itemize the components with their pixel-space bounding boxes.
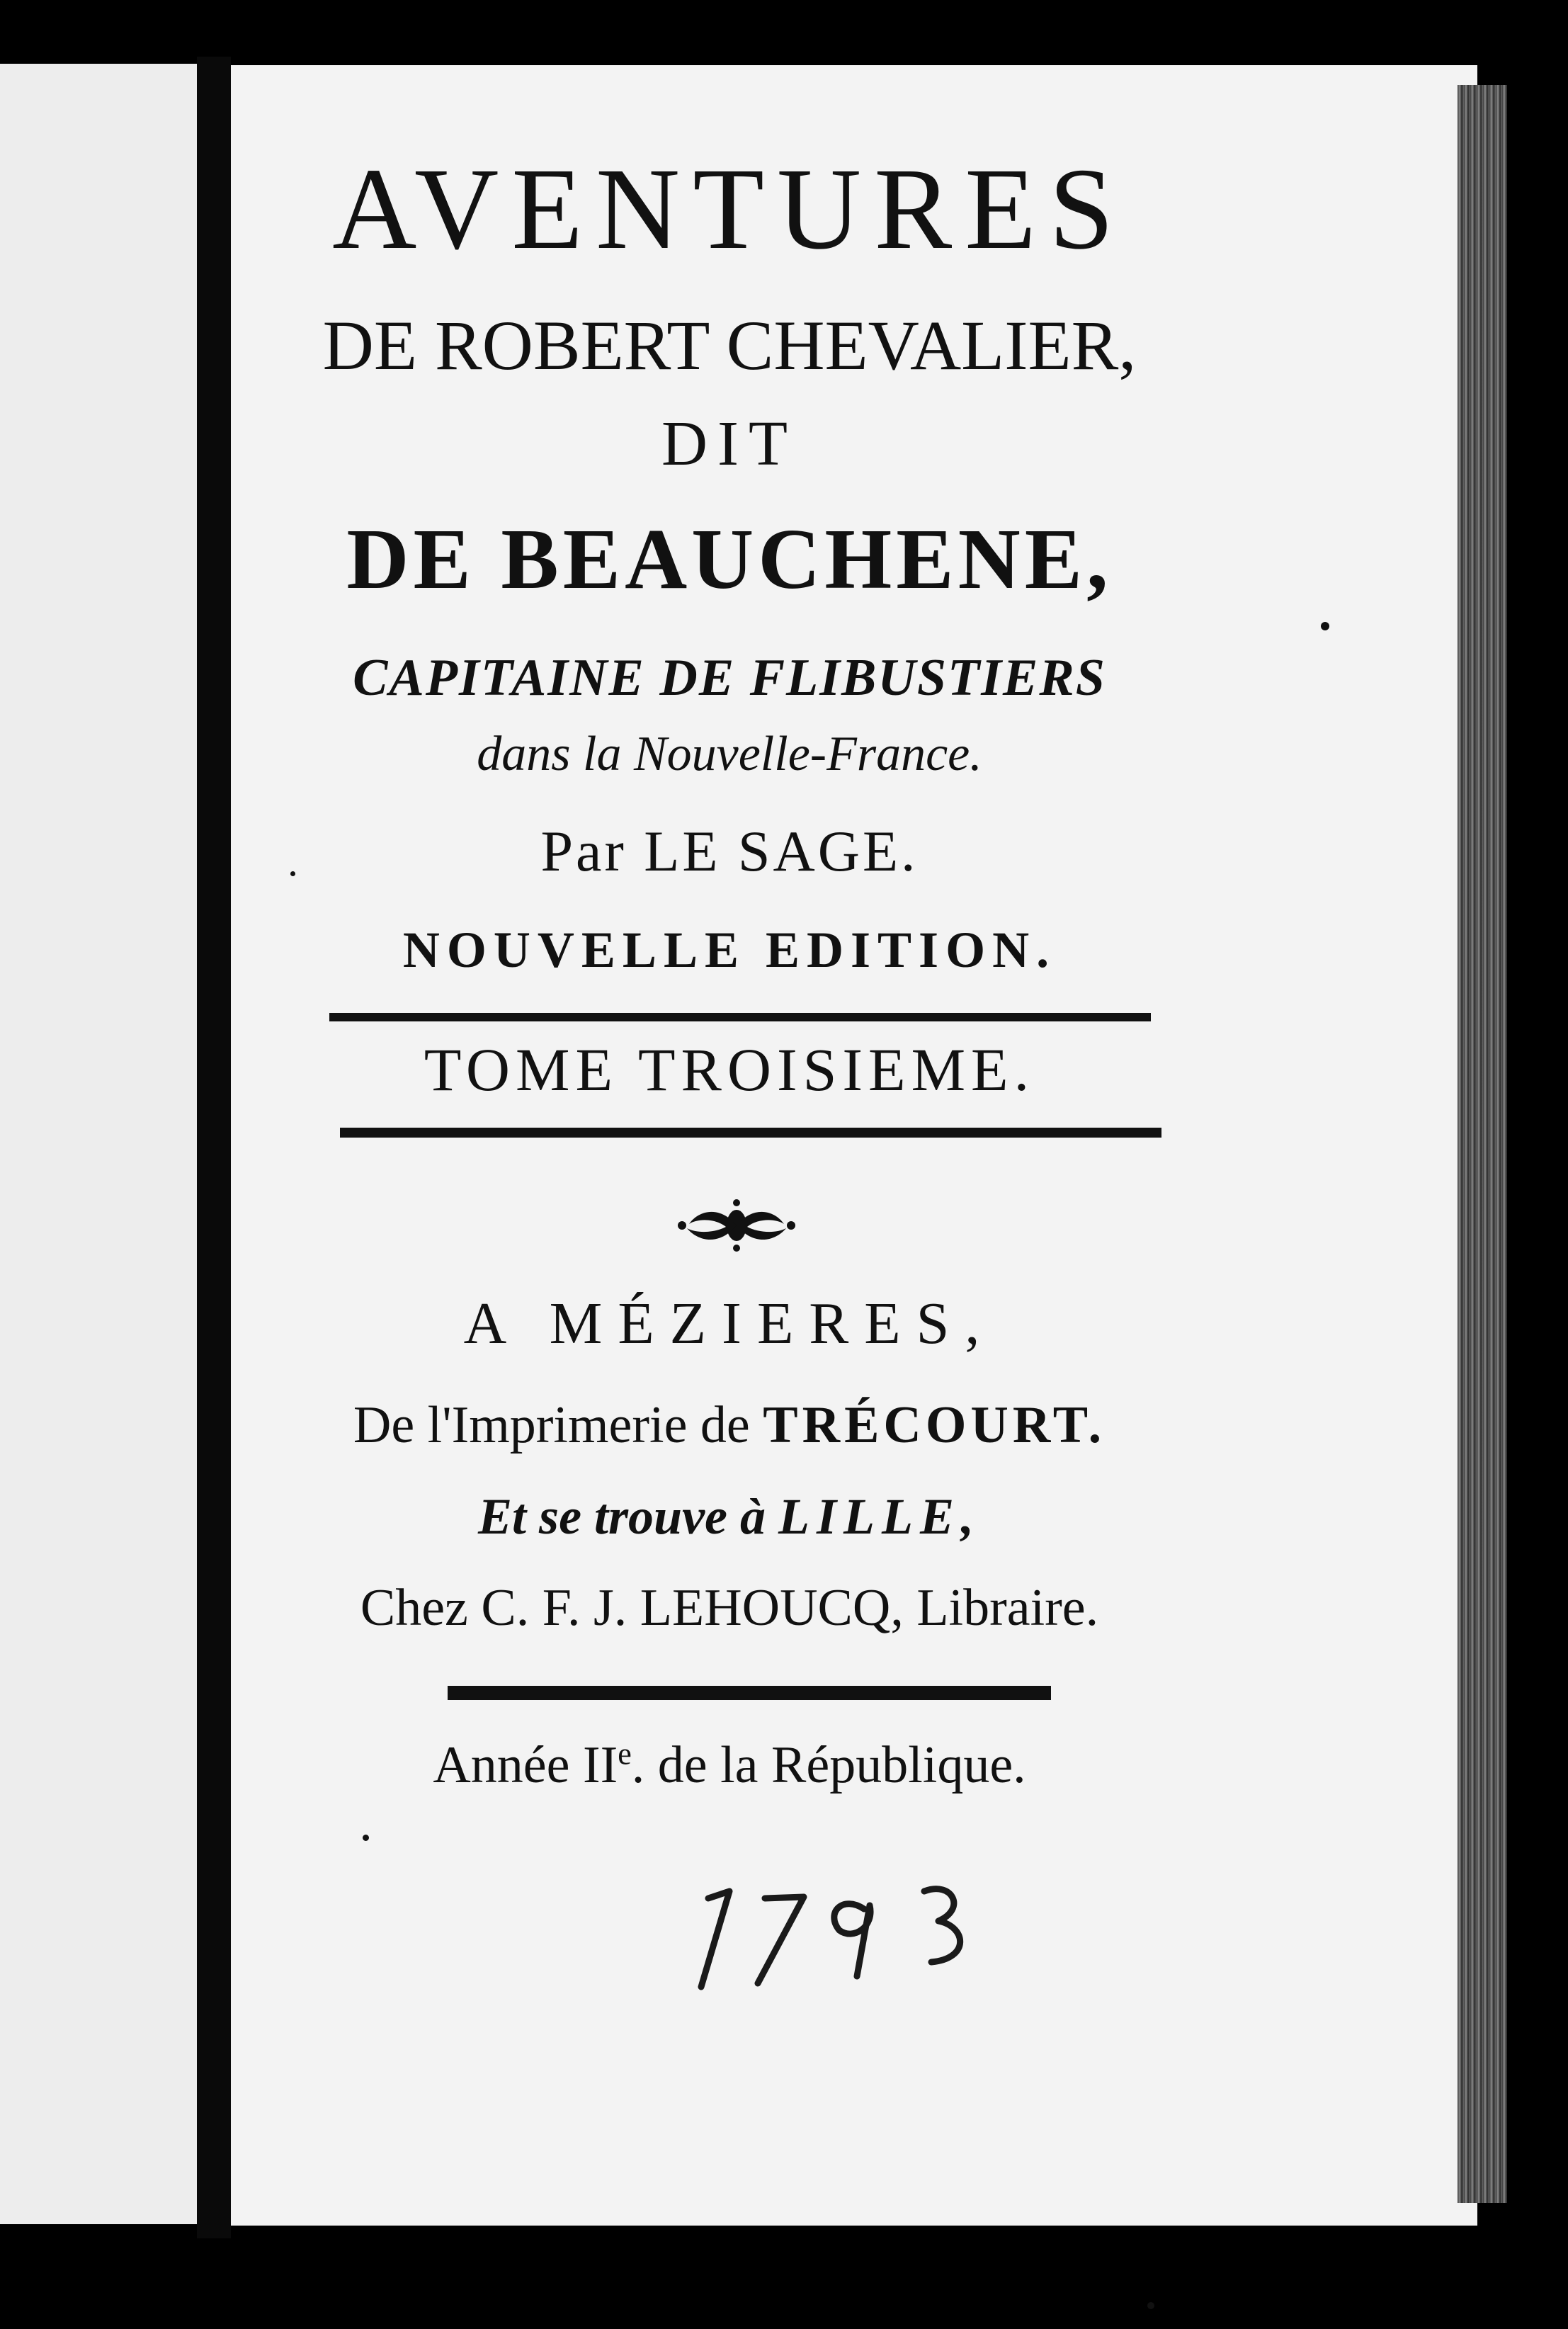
place-line: dans la Nouvelle-France.: [477, 727, 982, 781]
imprint-city: A MÉZIERES,: [463, 1291, 996, 1356]
alias-line: DE BEAUCHENE,: [346, 511, 1113, 607]
ink-speck: [1147, 2302, 1154, 2309]
left-page-edge: [0, 64, 197, 2224]
rule-above-volume: [329, 1013, 1151, 1021]
ink-speck: [290, 871, 295, 876]
dit-line: DIT: [661, 409, 797, 479]
bookseller-line: Chez C. F. J. LEHOUCQ, Libraire.: [360, 1579, 1099, 1637]
printer-name: TRÉCOURT.: [763, 1396, 1106, 1454]
book-gutter: [197, 57, 231, 2238]
sold-at-city: LILLE,: [778, 1488, 981, 1545]
year-suffix: . de la République.: [631, 1736, 1026, 1794]
book-title: AVENTURES: [332, 144, 1127, 273]
author-line: Par LE SAGE.: [540, 819, 919, 883]
edition-line: NOUVELLE EDITION.: [402, 922, 1057, 978]
subject-name: DE ROBERT CHEVALIER,: [322, 306, 1137, 385]
printer-line: [234, 1395, 1225, 1456]
ink-speck: [1321, 622, 1329, 630]
rule-above-year: [448, 1686, 1051, 1700]
printer-prefix: De l'Imprimerie de: [353, 1396, 750, 1454]
handwritten-date-1793: [680, 1870, 1006, 1998]
page-edges: [1458, 85, 1507, 2203]
rule-below-volume: [340, 1128, 1161, 1138]
year-prefix: Année II: [433, 1736, 618, 1794]
year-superscript: e: [618, 1736, 632, 1772]
role-line: CAPITAINE DE FLIBUSTIERS: [353, 649, 1106, 707]
sold-at-line: [234, 1488, 1225, 1546]
fleuron-ornament-icon: [676, 1197, 797, 1254]
volume-line: TOME TROISIEME.: [424, 1036, 1035, 1104]
year-line: [234, 1735, 1225, 1796]
sold-at-prefix: Et se trouve à: [478, 1488, 766, 1545]
ink-speck: [363, 1835, 369, 1841]
